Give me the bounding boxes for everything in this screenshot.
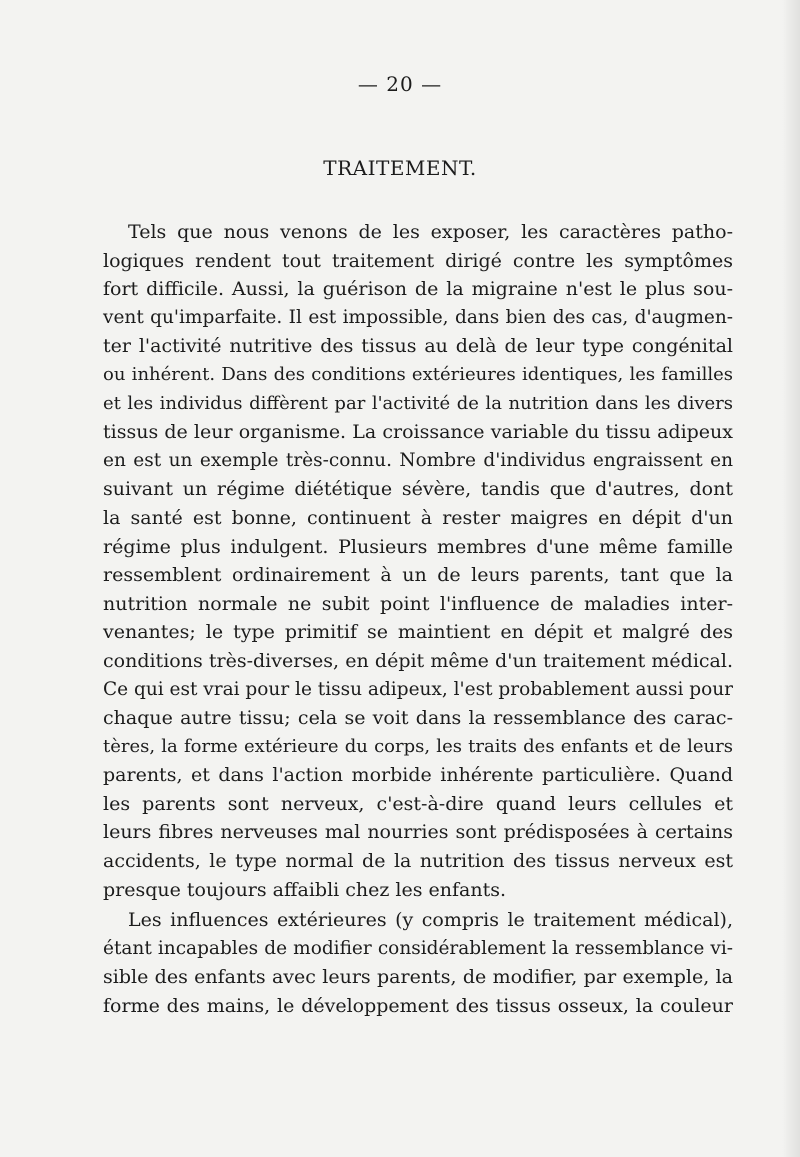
text-line: forme des mains, le développement des tissus osseux, la couleur bbox=[103, 995, 733, 1018]
page-number: — 20 — bbox=[357, 72, 443, 96]
text-line: sible des enfants avec leurs parents, de modifier, par exemple, la bbox=[103, 966, 733, 989]
text-line: ter l'activité nutritive des tissus au delà de leur type congénital bbox=[103, 335, 733, 358]
text-line: en est un exemple très-connu. Nombre d'individus engraissent en bbox=[103, 449, 733, 471]
text-line: suivant un régime diététique sévère, tandis que d'autres, dont bbox=[103, 478, 733, 501]
text-line: chaque autre tissu; cela se voit dans la ressemblance des carac- bbox=[103, 707, 733, 730]
text-line: nutrition normale ne subit point l'influence de maladies inter- bbox=[103, 592, 733, 615]
text-line: parents, et dans l'action morbide inhérente particulière. Quand bbox=[103, 764, 733, 787]
text-line: presque toujours affaibli chez les enfants. bbox=[103, 878, 507, 901]
text-line: la santé est bonne, continuent à rester maigres en dépit d'un bbox=[103, 506, 733, 529]
text-line: les parents sont nerveux, c'est-à-dire quand leurs cellules et bbox=[103, 792, 733, 815]
text-line: régime plus indulgent. Plusieurs membres d'une même famille bbox=[103, 535, 733, 558]
text-line: logiques rendent tout traitement dirigé contre les symptômes bbox=[103, 249, 733, 272]
text-line: accidents, le type normal de la nutrition des tissus nerveux est bbox=[103, 850, 733, 873]
text-line: tères, la forme extérieure du corps, les traits des enfants et de leurs bbox=[103, 735, 733, 757]
text-line: ou inhérent. Dans des conditions extérieures identiques, les familles bbox=[103, 363, 733, 385]
body-text bbox=[103, 218, 733, 1021]
section-heading: TRAITEMENT. bbox=[323, 156, 477, 180]
text-line: Les influences extérieures (y compris le traitement médical), bbox=[128, 909, 733, 932]
paragraph-2 bbox=[103, 906, 733, 1020]
text-line: ressemblent ordinairement à un de leurs parents, tant que la bbox=[103, 564, 733, 587]
text-line: conditions très-diverses, en dépit même d'un traitement médical. bbox=[103, 649, 733, 672]
text-line: leurs fibres nerveuses mal nourries sont prédisposées à certains bbox=[103, 821, 733, 844]
text-line: venantes; le type primitif se maintient en dépit et malgré des bbox=[103, 621, 733, 644]
paragraph-1 bbox=[103, 218, 733, 904]
text-line: Ce qui est vrai pour le tissu adipeux, l'est probablement aussi pour bbox=[103, 678, 733, 700]
text-line: vent qu'imparfaite. Il est impossible, dans bien des cas, d'augmen- bbox=[103, 306, 733, 328]
text-line: Tels que nous venons de les exposer, les caractères patho- bbox=[128, 221, 733, 243]
text-line: tissus de leur organisme. La croissance variable du tissu adipeux bbox=[103, 421, 733, 444]
text-line: fort difficile. Aussi, la guérison de la migraine n'est le plus sou- bbox=[103, 278, 733, 301]
text-line: étant incapables de modifier considérablement la ressemblance vi- bbox=[103, 937, 733, 959]
text-line: et les individus diffèrent par l'activité de la nutrition dans les divers bbox=[103, 392, 733, 414]
